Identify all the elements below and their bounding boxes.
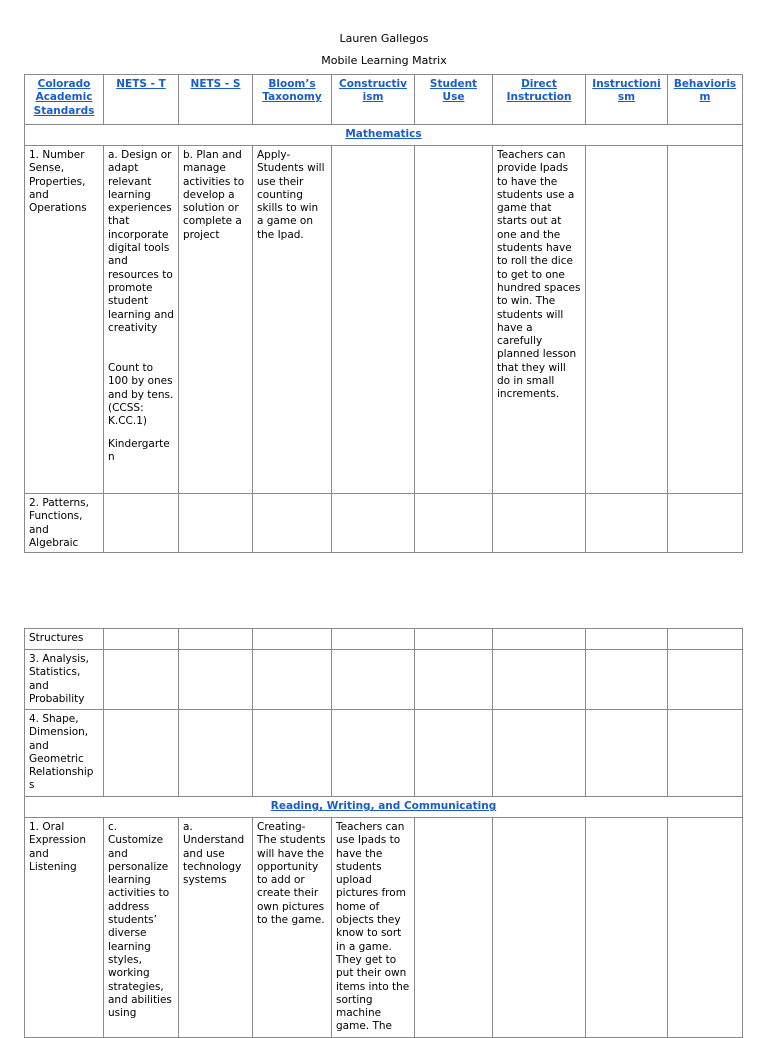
standard-cell: 1. Oral Expression and Listening: [25, 818, 104, 1038]
matrix-table-continued: [24, 628, 743, 1038]
standard-cell: 2. Patterns, Functions, and Algebraic: [25, 494, 104, 553]
nets-s-cell: a. Understand and use technology systems: [179, 818, 253, 1038]
header-blooms-taxonomy[interactable]: Bloom’s Taxonomy: [253, 75, 332, 125]
header-nets-t[interactable]: NETS - T: [104, 75, 179, 125]
empty-cell: [179, 629, 253, 650]
empty-cell: [586, 494, 668, 553]
bloom-cell: Apply- Students will use their counting skills to win a game on the Ipad.: [253, 146, 332, 494]
empty-cell: [253, 629, 332, 650]
section-mathematics[interactable]: Mathematics: [25, 125, 743, 146]
table-row: [25, 629, 743, 650]
empty-cell: [179, 650, 253, 710]
header-instructionism[interactable]: Instructioni sm: [586, 75, 668, 125]
table-row: [25, 710, 743, 797]
matrix-table-top: [24, 74, 743, 553]
empty-cell: [332, 650, 415, 710]
nets-s-cell: b. Plan and manage activities to develop a solution or complete a project: [179, 146, 253, 494]
direct-instruction-cell: Teachers can provide Ipads to have the students use a game that starts out at one and the students have to roll the dice to get to one hundred spaces to win. The students will have a carefully planned lesson that they will do in small increments.: [493, 146, 586, 494]
constructivism-cell: Teachers can use Ipads to have the students upload pictures from home of objects they know to sort in a game. They get to put their own items into the sorting machine game. The: [332, 818, 415, 1038]
section-row-mathematics: [25, 125, 743, 146]
constructivism-cell: [332, 146, 415, 494]
empty-cell: [586, 629, 668, 650]
header-row: [25, 75, 743, 125]
table-row: [25, 650, 743, 710]
document-title: Mobile Learning Matrix: [321, 54, 447, 67]
empty-cell: [668, 494, 743, 553]
header-student-use[interactable]: Student Use: [415, 75, 493, 125]
empty-cell: [586, 650, 668, 710]
bloom-cell: Creating- The students will have the opportunity to add or create their own pictures to the game.: [253, 818, 332, 1038]
empty-cell: [104, 494, 179, 553]
empty-cell: [415, 494, 493, 553]
header-constructivism[interactable]: Constructiv ism: [332, 75, 415, 125]
empty-cell: [493, 710, 586, 797]
table-row: [25, 146, 743, 494]
nets-t-note: Count to 100 by ones and by tens. (CCSS: K.CC.1): [108, 362, 174, 428]
section-reading-writing-communicating[interactable]: Reading, Writing, and Communicating: [25, 797, 743, 818]
empty-cell: [493, 629, 586, 650]
nets-t-cell: c. Customize and personalize learning activities to address students’ diverse learning styles, working strategies, and abilities using: [104, 818, 179, 1038]
behaviorism-cell: [668, 818, 743, 1038]
student-use-cell: [415, 818, 493, 1038]
header-direct-instruction[interactable]: Direct Instruction: [493, 75, 586, 125]
table-row: [25, 818, 743, 1038]
empty-cell: [493, 650, 586, 710]
instructionism-cell: [586, 818, 668, 1038]
empty-cell: [179, 494, 253, 553]
nets-t-text: a. Design or adapt relevant learning experiences that incorporate digital tools and resources to promote student learning and creativity: [108, 149, 174, 334]
empty-cell: [332, 629, 415, 650]
empty-cell: [253, 650, 332, 710]
empty-cell: [668, 629, 743, 650]
empty-cell: [104, 650, 179, 710]
nets-t-cell: [104, 146, 179, 494]
standard-cell: 3. Analysis, Statistics, and Probability: [25, 650, 104, 710]
section-row-reading: [25, 797, 743, 818]
table-row: [25, 494, 743, 553]
header-colorado-standards[interactable]: Colorado Academic Standards: [25, 75, 104, 125]
empty-cell: [668, 650, 743, 710]
standard-cell: 4. Shape, Dimension, and Geometric Relationship s: [25, 710, 104, 797]
direct-instruction-cell: [493, 818, 586, 1038]
author-name: Lauren Gallegos: [339, 32, 429, 45]
empty-cell: [415, 650, 493, 710]
empty-cell: [415, 629, 493, 650]
header-nets-s[interactable]: NETS - S: [179, 75, 253, 125]
standard-cell: Structures: [25, 629, 104, 650]
empty-cell: [253, 710, 332, 797]
standard-cell: 1. Number Sense, Properties, and Operations: [25, 146, 104, 494]
header-behaviorism[interactable]: Behavioris m: [668, 75, 743, 125]
empty-cell: [415, 710, 493, 797]
empty-cell: [668, 710, 743, 797]
student-use-cell: [415, 146, 493, 494]
empty-cell: [332, 710, 415, 797]
empty-cell: [104, 629, 179, 650]
empty-cell: [179, 710, 253, 797]
empty-cell: [493, 494, 586, 553]
empty-cell: [104, 710, 179, 797]
instructionism-cell: [586, 146, 668, 494]
empty-cell: [253, 494, 332, 553]
nets-t-grade: Kindergarte n: [108, 437, 170, 463]
document-header: [0, 31, 768, 75]
empty-cell: [586, 710, 668, 797]
empty-cell: [332, 494, 415, 553]
behaviorism-cell: [668, 146, 743, 494]
